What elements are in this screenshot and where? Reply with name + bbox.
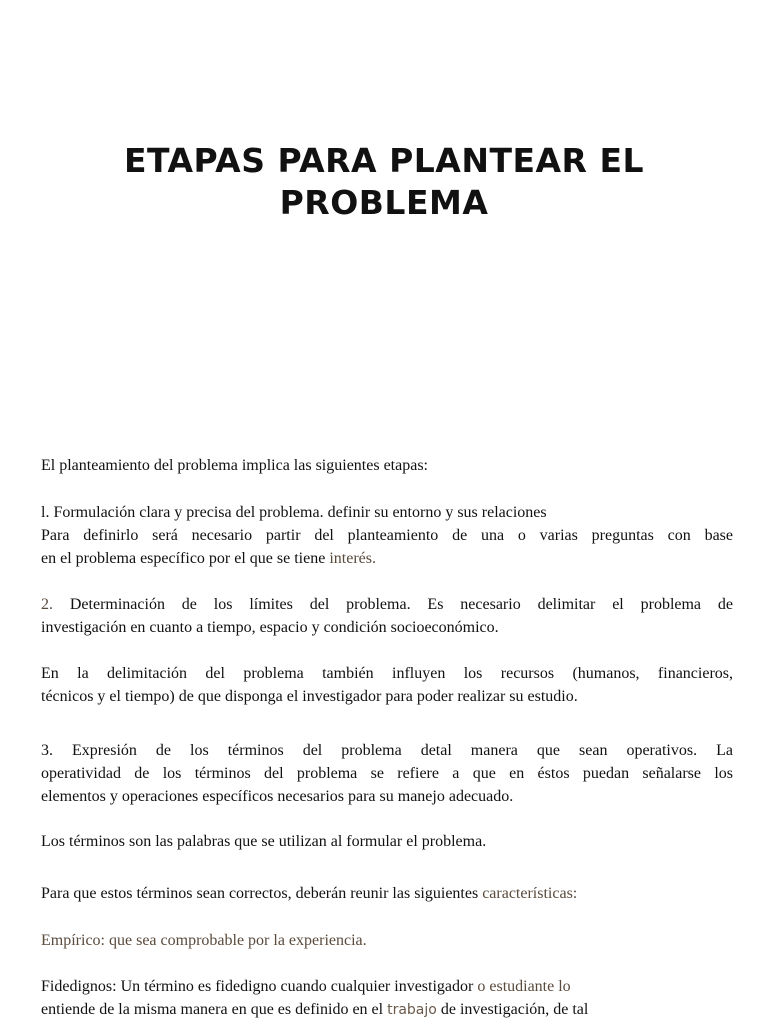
intro-paragraph	[41, 454, 733, 477]
empirico-text: Empírico: que sea comprobable por la experiencia.	[41, 932, 367, 949]
title-line-2: PROBLEMA	[279, 183, 489, 222]
step-1-line-1	[41, 501, 733, 524]
fidedignos-line-1	[41, 975, 733, 998]
characteristics-text: Para que estos términos sean correctos, deberán reunir las siguientes	[41, 885, 483, 902]
step-2-number: 2.	[41, 596, 70, 613]
step-1-line-2: Para definirlo será necesario partir del planteamiento de una o varias preguntas con base	[41, 527, 733, 544]
step-2-line-2: investigación en cuanto a tiempo, espacio y condición socioeconómico.	[41, 619, 499, 636]
step-1-line-3-text: en el problema específico por el que se tiene	[41, 550, 330, 567]
link-estudiante[interactable]: o estudiante lo	[477, 978, 571, 995]
delimitation-line-2: técnicos y el tiempo) de que disponga el investigador para poder realizar su estudio.	[41, 688, 578, 705]
fidedignos-line-2	[41, 998, 733, 1022]
step-3-line-2: operatividad de los términos del problema se refiere a que en éstos puedan señalarse los	[41, 765, 733, 782]
intro-text: El planteamiento del problema implica las siguientes etapas:	[41, 457, 428, 474]
step-1-paragraph	[41, 501, 733, 570]
step-1-number: l	[41, 504, 46, 521]
link-caracteristicas[interactable]: características:	[482, 885, 578, 902]
step-2-line-1-text: Determinación de los límites del problema. Es necesario delimitar el problema de	[69, 596, 734, 613]
step-1-heading: . Formulación clara y precisa del problema. definir su entorno y sus relaciones	[45, 504, 547, 521]
link-interes[interactable]: interés.	[329, 550, 376, 567]
title-line-1: ETAPAS PARA PLANTEAR EL	[123, 141, 645, 180]
characteristics-line	[41, 882, 733, 905]
step-2-paragraph	[41, 593, 733, 639]
terms-text: Los términos son las palabras que se utilizan al formular el problema.	[41, 833, 487, 850]
step-3-line-3: elementos y operaciones específicos necesarios para su manejo adecuado.	[41, 788, 514, 805]
step-2-line-1	[41, 593, 733, 616]
delimitation-line-1: En la delimitación del problema también influyen los recursos (humanos, financieros,	[41, 665, 733, 682]
fidedignos-line-2-text: entiende de la misma manera en que es definido en el	[41, 1001, 388, 1018]
delimitation-paragraph	[41, 662, 733, 708]
step-1-line-3	[41, 547, 733, 570]
step-3-line-1: 3. Expresión de los términos del problema detal manera que sean operativos. La	[41, 742, 733, 759]
step-3-paragraph	[41, 739, 733, 808]
terms-paragraph	[41, 830, 733, 853]
fidedignos-line-1-text: Fidedignos: Un término es fidedigno cuando cualquier investigador	[41, 978, 478, 995]
characteristics-paragraph	[41, 882, 733, 905]
fidedignos-paragraph	[41, 975, 733, 1022]
page-title	[0, 140, 768, 224]
link-trabajo[interactable]: trabajo	[387, 1002, 437, 1018]
empirico-paragraph	[41, 929, 733, 952]
fidedignos-line-2-end: de investigación, de tal	[436, 1001, 589, 1018]
